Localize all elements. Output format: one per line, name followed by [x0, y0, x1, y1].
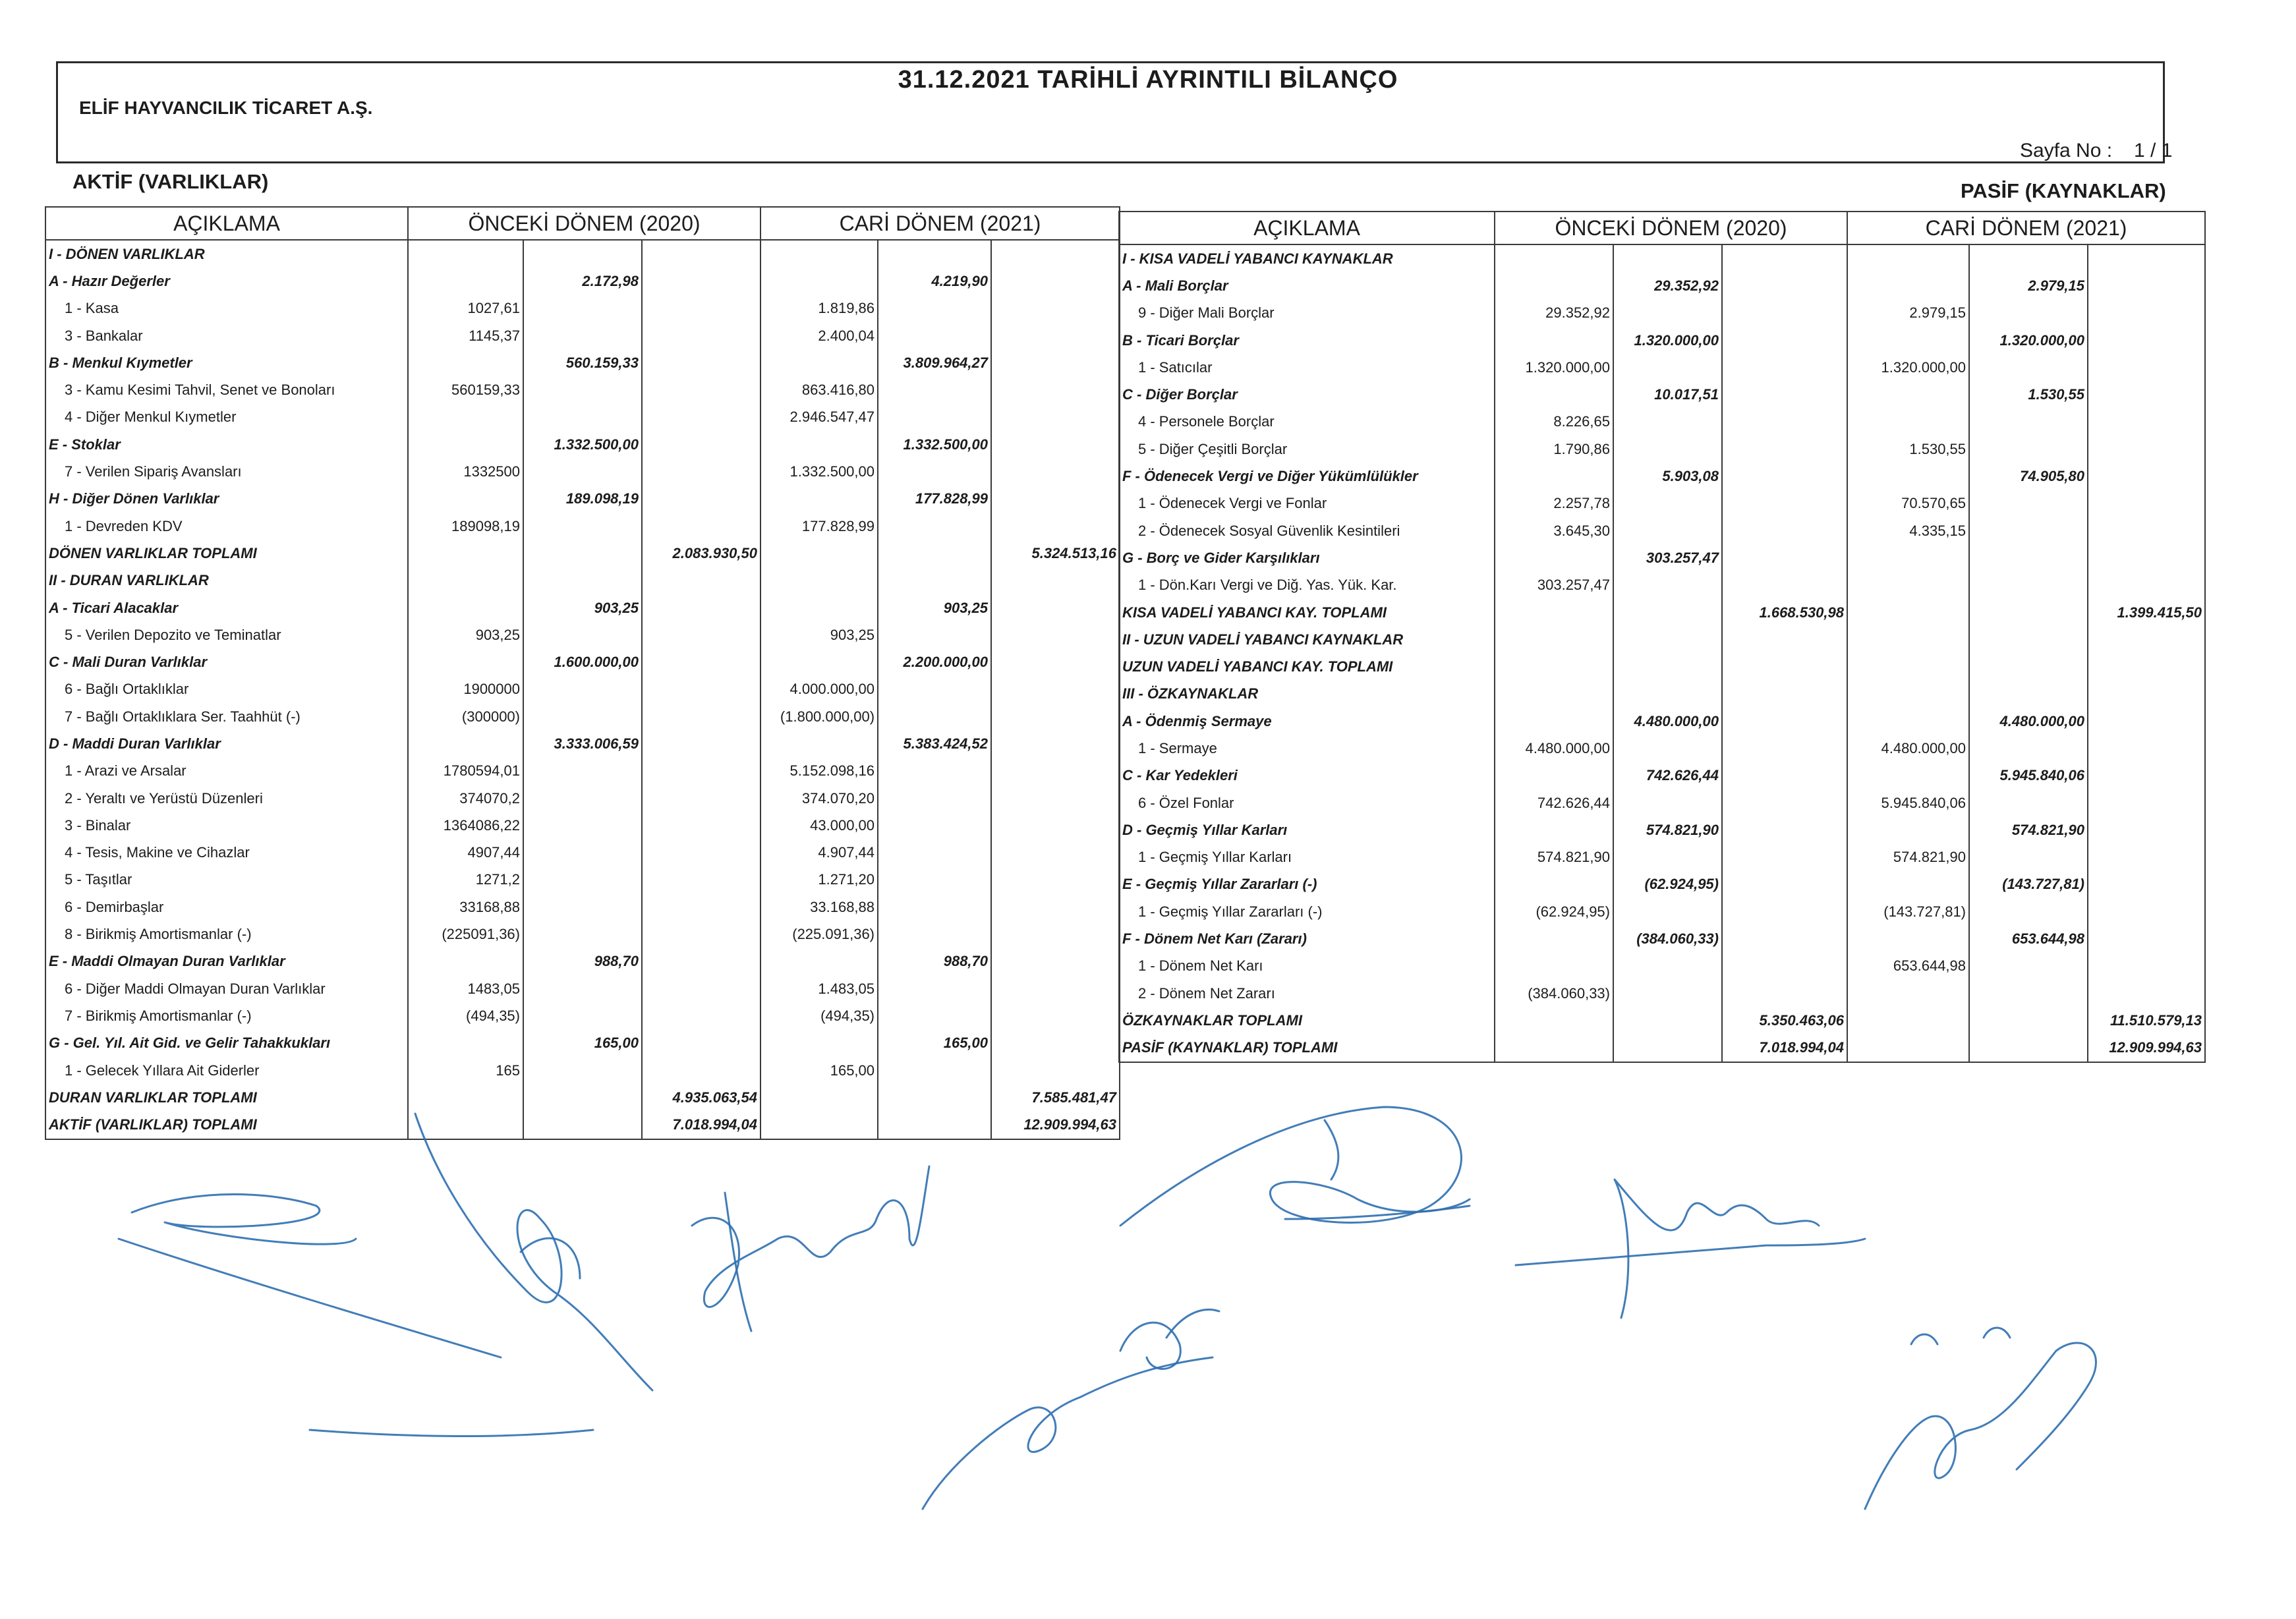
assets-row-amount-p2: 1.332.500,00	[523, 431, 642, 458]
assets-row-description: 5 - Taşıtlar	[45, 866, 408, 894]
liabilities-row-amount-c3: 11.510.579,13	[2088, 1007, 2205, 1034]
liabilities-row-description: I - KISA VADELİ YABANCI KAYNAKLAR	[1119, 244, 1495, 272]
liabilities-row-amount-c2: 574.821,90	[1969, 816, 2088, 843]
assets-row-description: 6 - Bağlı Ortaklıklar	[45, 676, 408, 703]
liabilities-row-description: II - UZUN VADELİ YABANCI KAYNAKLAR	[1119, 626, 1495, 653]
liabilities-row-amount-c2: 653.644,98	[1969, 925, 2088, 952]
assets-row-amount-p3: 7.018.994,04	[642, 1112, 761, 1139]
assets-row-amount-c3: 12.909.994,63	[991, 1112, 1120, 1139]
document-title: 31.12.2021 TARİHLİ AYRINTILI BİLANÇO	[898, 66, 1398, 94]
liabilities-row-description: 1 - Geçmiş Yıllar Karları	[1119, 844, 1495, 871]
liabilities-row-description: B - Ticari Borçlar	[1119, 327, 1495, 354]
liabilities-row-description: F - Ödenecek Vergi ve Diğer Yükümlülükler	[1119, 463, 1495, 490]
liabilities-row-amount-p3: 1.668.530,98	[1722, 599, 1847, 626]
signature-7	[1865, 1328, 2096, 1509]
liabilities-row-description: PASİF (KAYNAKLAR) TOPLAMI	[1119, 1035, 1495, 1062]
signature-4	[923, 1309, 1219, 1509]
liabilities-row-amount-p2: (384.060,33)	[1613, 925, 1722, 952]
assets-row-amount-c3: 5.324.513,16	[991, 540, 1120, 567]
assets-row-amount-p1: 189098,19	[408, 513, 523, 540]
liabilities-row-amount-c2: 74.905,80	[1969, 463, 2088, 490]
assets-row-description: 1 - Devreden KDV	[45, 513, 408, 540]
assets-col-previous-period: ÖNCEKİ DÖNEM (2020)	[408, 207, 761, 240]
assets-row-description: 6 - Diğer Maddi Olmayan Duran Varlıklar	[45, 975, 408, 1002]
liabilities-row-amount-c1: 574.821,90	[1847, 844, 1969, 871]
liabilities-row-amount-p2: 742.626,44	[1613, 762, 1722, 789]
assets-row-description: 7 - Bağlı Ortaklıklara Ser. Taahhüt (-)	[45, 703, 408, 730]
assets-row-amount-c1: (1.800.000,00)	[761, 703, 878, 730]
signature-2	[415, 1114, 652, 1390]
signature-6	[1516, 1179, 1865, 1318]
assets-row-amount-c1: 4.907,44	[761, 839, 878, 866]
liabilities-row-amount-p2: 4.480.000,00	[1613, 708, 1722, 735]
assets-row-amount-c2: 1.332.500,00	[878, 431, 991, 458]
assets-row-description: E - Maddi Olmayan Duran Varlıklar	[45, 948, 408, 975]
liabilities-row-description: 5 - Diğer Çeşitli Borçlar	[1119, 436, 1495, 463]
assets-row-amount-c1: 1.271,20	[761, 866, 878, 894]
liabilities-col-previous-period: ÖNCEKİ DÖNEM (2020)	[1495, 212, 1847, 244]
liabilities-row-amount-p1: 3.645,30	[1495, 517, 1613, 544]
liabilities-row-description: ÖZKAYNAKLAR TOPLAMI	[1119, 1007, 1495, 1034]
assets-row-amount-p1: 1332500	[408, 458, 523, 485]
liabilities-col-description: AÇIKLAMA	[1119, 212, 1495, 244]
assets-row-description: DURAN VARLIKLAR TOPLAMI	[45, 1084, 408, 1111]
assets-row-amount-p2: 189.098,19	[523, 486, 642, 513]
liabilities-row-amount-p2: 29.352,92	[1613, 272, 1722, 299]
liabilities-row-amount-p2: 10.017,51	[1613, 381, 1722, 408]
liabilities-row-amount-p2: 1.320.000,00	[1613, 327, 1722, 354]
signature-3	[692, 1166, 929, 1331]
assets-row-amount-c1: 2.400,04	[761, 322, 878, 349]
assets-row-amount-c2: 988,70	[878, 948, 991, 975]
assets-row-amount-p2: 988,70	[523, 948, 642, 975]
assets-row-description: 3 - Binalar	[45, 812, 408, 839]
assets-row-amount-c2: 3.809.964,27	[878, 349, 991, 376]
assets-row-amount-p2: 165,00	[523, 1030, 642, 1057]
assets-row-amount-p1: 4907,44	[408, 839, 523, 866]
liabilities-row-amount-c1: 5.945.840,06	[1847, 789, 1969, 816]
assets-row-description: 3 - Kamu Kesimi Tahvil, Senet ve Bonoları	[45, 376, 408, 403]
assets-row-amount-p1: 165	[408, 1057, 523, 1084]
liabilities-row-description: C - Diğer Borçlar	[1119, 381, 1495, 408]
assets-row-description: 1 - Gelecek Yıllara Ait Giderler	[45, 1057, 408, 1084]
liabilities-row-amount-p2: 574.821,90	[1613, 816, 1722, 843]
assets-row-description: A - Hazır Değerler	[45, 268, 408, 295]
assets-row-description: 2 - Yeraltı ve Yerüstü Düzenleri	[45, 785, 408, 812]
assets-row-description: 8 - Birikmiş Amortismanlar (-)	[45, 921, 408, 948]
liabilities-row-description: 1 - Satıcılar	[1119, 354, 1495, 381]
liabilities-row-amount-c2: 1.320.000,00	[1969, 327, 2088, 354]
liabilities-row-amount-p1: (384.060,33)	[1495, 980, 1613, 1007]
liabilities-row-description: 1 - Geçmiş Yıllar Zararları (-)	[1119, 898, 1495, 925]
liabilities-row-description: 1 - Dön.Karı Vergi ve Diğ. Yas. Yük. Kar.	[1119, 572, 1495, 599]
assets-row-amount-c2: 165,00	[878, 1030, 991, 1057]
liabilities-row-description: 2 - Dönem Net Zararı	[1119, 980, 1495, 1007]
liabilities-row-description: E - Geçmiş Yıllar Zararları (-)	[1119, 871, 1495, 898]
assets-row-amount-c1: 33.168,88	[761, 894, 878, 921]
assets-row-amount-p1: (225091,36)	[408, 921, 523, 948]
assets-row-amount-c3: 7.585.481,47	[991, 1084, 1120, 1111]
liabilities-row-amount-c1: 653.644,98	[1847, 953, 1969, 980]
page-number-label: Sayfa No :	[2020, 140, 2113, 161]
assets-row-description: D - Maddi Duran Varlıklar	[45, 730, 408, 757]
liabilities-row-amount-p1: 1.790,86	[1495, 436, 1613, 463]
liabilities-heading: PASİF (KAYNAKLAR)	[1961, 179, 2166, 202]
liabilities-row-description: III - ÖZKAYNAKLAR	[1119, 681, 1495, 708]
assets-row-description: 5 - Verilen Depozito ve Teminatlar	[45, 621, 408, 648]
liabilities-row-amount-c1: (143.727,81)	[1847, 898, 1969, 925]
liabilities-row-amount-p1: 8.226,65	[1495, 409, 1613, 436]
liabilities-row-amount-p1: 303.257,47	[1495, 572, 1613, 599]
assets-col-description: AÇIKLAMA	[45, 207, 408, 240]
assets-row-amount-c1: (225.091,36)	[761, 921, 878, 948]
assets-row-amount-c1: 1.819,86	[761, 295, 878, 322]
signature-1	[119, 1195, 593, 1436]
assets-col-current-period: CARİ DÖNEM (2021)	[761, 207, 1120, 240]
liabilities-row-description: F - Dönem Net Karı (Zararı)	[1119, 925, 1495, 952]
assets-row-amount-c1: 4.000.000,00	[761, 676, 878, 703]
page-number-value: 1 / 1	[2134, 140, 2173, 161]
assets-row-amount-c1: 165,00	[761, 1057, 878, 1084]
liabilities-row-amount-c1: 1.320.000,00	[1847, 354, 1969, 381]
liabilities-row-amount-p3: 5.350.463,06	[1722, 1007, 1847, 1034]
assets-row-description: 3 - Bankalar	[45, 322, 408, 349]
liabilities-row-amount-c1: 70.570,65	[1847, 490, 1969, 517]
liabilities-row-description: 6 - Özel Fonlar	[1119, 789, 1495, 816]
assets-row-amount-p2: 2.172,98	[523, 268, 642, 295]
liabilities-row-amount-c2: 4.480.000,00	[1969, 708, 2088, 735]
liabilities-row-amount-c2: 2.979,15	[1969, 272, 2088, 299]
liabilities-row-amount-p1: (62.924,95)	[1495, 898, 1613, 925]
assets-row-amount-c1: (494,35)	[761, 1002, 878, 1029]
assets-row-amount-c1: 374.070,20	[761, 785, 878, 812]
assets-row-amount-p1: 33168,88	[408, 894, 523, 921]
liabilities-row-description: UZUN VADELİ YABANCI KAY. TOPLAMI	[1119, 653, 1495, 680]
assets-row-amount-p2: 903,25	[523, 594, 642, 621]
liabilities-row-description: 9 - Diğer Mali Borçlar	[1119, 300, 1495, 327]
liabilities-row-description: G - Borç ve Gider Karşılıkları	[1119, 544, 1495, 571]
liabilities-row-amount-p2: (62.924,95)	[1613, 871, 1722, 898]
assets-row-amount-p1: 903,25	[408, 621, 523, 648]
liabilities-row-description: 1 - Dönem Net Karı	[1119, 953, 1495, 980]
assets-row-amount-p2: 560.159,33	[523, 349, 642, 376]
liabilities-row-amount-p1: 29.352,92	[1495, 300, 1613, 327]
assets-row-amount-p1: 1027,61	[408, 295, 523, 322]
assets-row-amount-c1: 1.483,05	[761, 975, 878, 1002]
liabilities-row-amount-p3: 7.018.994,04	[1722, 1035, 1847, 1062]
assets-row-description: H - Diğer Dönen Varlıklar	[45, 486, 408, 513]
company-name: ELİF HAYVANCILIK TİCARET A.Ş.	[79, 98, 373, 118]
assets-row-description: I - DÖNEN VARLIKLAR	[45, 240, 408, 268]
assets-row-amount-c1: 1.332.500,00	[761, 458, 878, 485]
assets-row-description: C - Mali Duran Varlıklar	[45, 648, 408, 675]
assets-row-amount-p1: 1780594,01	[408, 758, 523, 785]
assets-row-amount-p1: (300000)	[408, 703, 523, 730]
assets-row-description: A - Ticari Alacaklar	[45, 594, 408, 621]
assets-row-description: B - Menkul Kıymetler	[45, 349, 408, 376]
assets-row-amount-c1: 177.828,99	[761, 513, 878, 540]
liabilities-row-description: A - Ödenmiş Sermaye	[1119, 708, 1495, 735]
liabilities-row-description: 4 - Personele Borçlar	[1119, 409, 1495, 436]
assets-row-amount-c2: 4.219,90	[878, 268, 991, 295]
liabilities-row-amount-p2: 5.903,08	[1613, 463, 1722, 490]
assets-row-amount-p1: 374070,2	[408, 785, 523, 812]
assets-row-amount-p1: 560159,33	[408, 376, 523, 403]
assets-row-amount-c2: 2.200.000,00	[878, 648, 991, 675]
liabilities-row-description: C - Kar Yedekleri	[1119, 762, 1495, 789]
liabilities-row-description: 2 - Ödenecek Sosyal Güvenlik Kesintileri	[1119, 517, 1495, 544]
assets-row-amount-p1: 1145,37	[408, 322, 523, 349]
liabilities-row-description: KISA VADELİ YABANCI KAY. TOPLAMI	[1119, 599, 1495, 626]
liabilities-row-amount-c2: 5.945.840,06	[1969, 762, 2088, 789]
assets-row-amount-p3: 4.935.063,54	[642, 1084, 761, 1111]
assets-row-amount-c2: 177.828,99	[878, 486, 991, 513]
assets-row-amount-c1: 43.000,00	[761, 812, 878, 839]
liabilities-row-amount-c2: 1.530,55	[1969, 381, 2088, 408]
liabilities-col-current-period: CARİ DÖNEM (2021)	[1847, 212, 2205, 244]
liabilities-row-amount-p1: 1.320.000,00	[1495, 354, 1613, 381]
liabilities-row-amount-c3: 12.909.994,63	[2088, 1035, 2205, 1062]
assets-row-description: E - Stoklar	[45, 431, 408, 458]
liabilities-row-amount-p2: 303.257,47	[1613, 544, 1722, 571]
liabilities-row-amount-p1: 2.257,78	[1495, 490, 1613, 517]
liabilities-row-amount-c2: (143.727,81)	[1969, 871, 2088, 898]
liabilities-row-description: 1 - Ödenecek Vergi ve Fonlar	[1119, 490, 1495, 517]
assets-row-amount-c2: 5.383.424,52	[878, 730, 991, 757]
liabilities-row-amount-c3: 1.399.415,50	[2088, 599, 2205, 626]
liabilities-row-amount-c1: 4.480.000,00	[1847, 735, 1969, 762]
assets-row-amount-p3: 2.083.930,50	[642, 540, 761, 567]
assets-row-amount-p1: (494,35)	[408, 1002, 523, 1029]
assets-row-description: AKTİF (VARLIKLAR) TOPLAMI	[45, 1112, 408, 1139]
assets-row-description: 7 - Verilen Sipariş Avansları	[45, 458, 408, 485]
assets-row-amount-p2: 1.600.000,00	[523, 648, 642, 675]
assets-heading: AKTİF (VARLIKLAR)	[72, 170, 269, 193]
assets-row-amount-p1: 1900000	[408, 676, 523, 703]
assets-row-amount-p1: 1483,05	[408, 975, 523, 1002]
assets-row-description: 1 - Arazi ve Arsalar	[45, 758, 408, 785]
assets-row-description: 6 - Demirbaşlar	[45, 894, 408, 921]
liabilities-row-amount-p1: 574.821,90	[1495, 844, 1613, 871]
assets-row-amount-c2: 903,25	[878, 594, 991, 621]
assets-row-amount-c1: 903,25	[761, 621, 878, 648]
assets-row-description: 7 - Birikmiş Amortismanlar (-)	[45, 1002, 408, 1029]
liabilities-row-description: D - Geçmiş Yıllar Karları	[1119, 816, 1495, 843]
assets-row-amount-c1: 863.416,80	[761, 376, 878, 403]
assets-row-description: DÖNEN VARLIKLAR TOPLAMI	[45, 540, 408, 567]
assets-row-amount-p1: 1364086,22	[408, 812, 523, 839]
assets-row-amount-p1: 1271,2	[408, 866, 523, 894]
assets-row-description: 4 - Tesis, Makine ve Cihazlar	[45, 839, 408, 866]
liabilities-row-amount-c1: 4.335,15	[1847, 517, 1969, 544]
assets-row-amount-p2: 3.333.006,59	[523, 730, 642, 757]
assets-row-description: 1 - Kasa	[45, 295, 408, 322]
signature-5	[1120, 1107, 1470, 1226]
assets-row-description: G - Gel. Yıl. Ait Gid. ve Gelir Tahakkukları	[45, 1030, 408, 1057]
liabilities-row-amount-c1: 2.979,15	[1847, 300, 1969, 327]
assets-row-description: II - DURAN VARLIKLAR	[45, 567, 408, 594]
liabilities-row-amount-p1: 742.626,44	[1495, 789, 1613, 816]
liabilities-row-amount-c1: 1.530,55	[1847, 436, 1969, 463]
liabilities-row-description: A - Mali Borçlar	[1119, 272, 1495, 299]
assets-row-amount-c1: 2.946.547,47	[761, 404, 878, 431]
assets-row-amount-c1: 5.152.098,16	[761, 758, 878, 785]
assets-row-description: 4 - Diğer Menkul Kıymetler	[45, 404, 408, 431]
liabilities-row-amount-p1: 4.480.000,00	[1495, 735, 1613, 762]
liabilities-row-description: 1 - Sermaye	[1119, 735, 1495, 762]
